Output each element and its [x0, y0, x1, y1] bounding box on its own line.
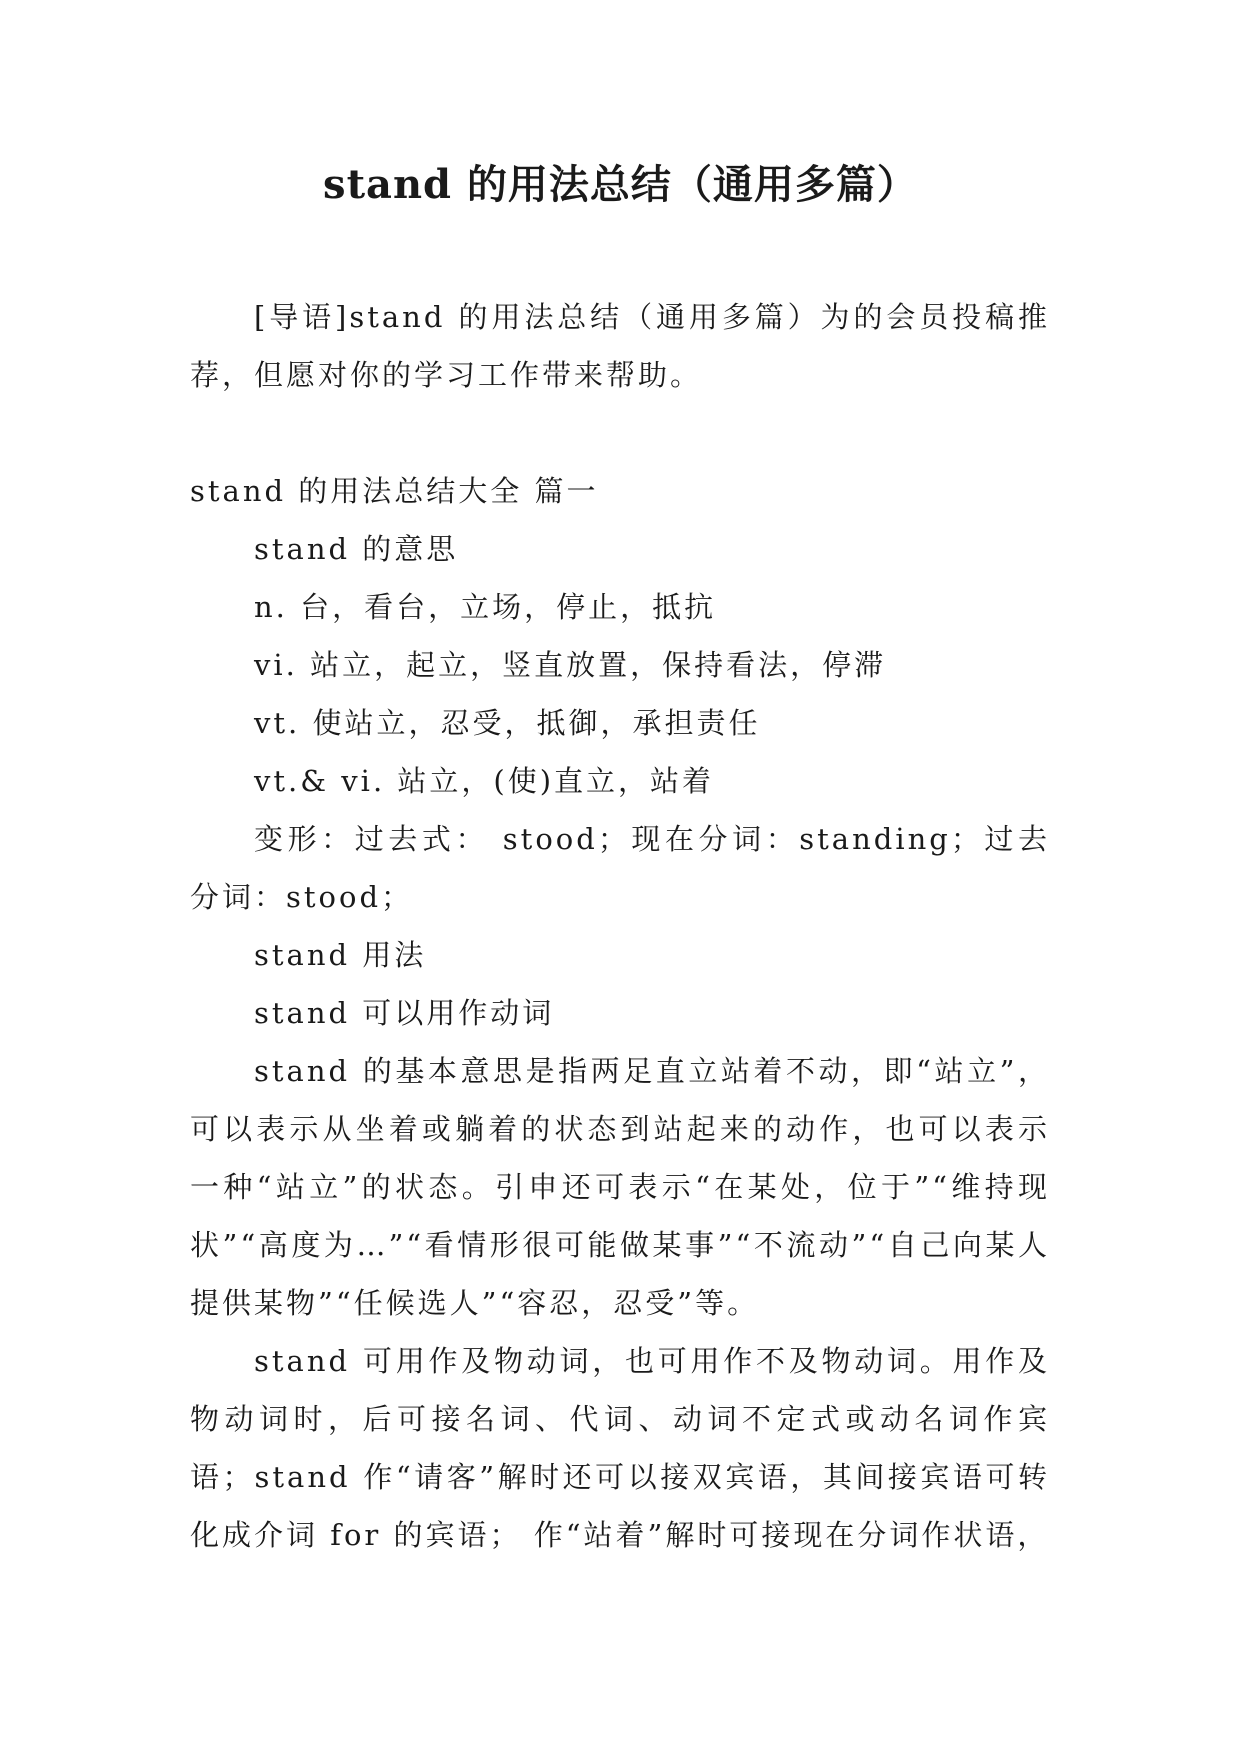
- paragraph: stand 的基本意思是指两足直立站着不动，即“站立”，可以表示从坐着或躺着的状态到站起来的动作，也可以表示一种“站立”的状态。引申还可表示“在某处，位于”“维持现状”“高度为…”“看情形很可能做某事”“不流动”“自己向某人提供某物”“任候选人”“容忍，忍受”等。: [190, 1054, 1050, 1320]
- paragraph: n. 台，看台，立场，停止，抵抗: [254, 590, 717, 624]
- paragraph: stand 用法: [254, 938, 427, 972]
- document-title: stand 的用法总结（通用多篇）: [323, 161, 918, 208]
- paragraph: stand 可用作及物动词，也可用作不及物动词。用作及物动词时，后可接名词、代词、动词不定式或动名词作宾语；stand 作“请客”解时还可以接双宾语，其间接宾语可转化成介词 for 的宾语； 作“站着”解时可接现在分词作状语，: [190, 1344, 1050, 1552]
- document-body: [190, 288, 1050, 1564]
- paragraph: vt. 使站立，忍受，抵御，承担责任: [254, 706, 761, 740]
- spacer: [190, 404, 1050, 462]
- section-heading: stand 的用法总结大全 篇一: [190, 474, 599, 508]
- paragraph: 变形：过去式： stood；现在分词：standing；过去分词：stood；: [190, 822, 1050, 914]
- paragraph: stand 的意思: [254, 532, 459, 566]
- paragraph: stand 可以用作动词: [254, 996, 555, 1030]
- paragraph: vi. 站立，起立，竖直放置，保持看法，停滞: [254, 648, 887, 682]
- intro-paragraph: [导语]stand 的用法总结（通用多篇）为的会员投稿推荐，但愿对你的学习工作带来帮助。: [190, 300, 1050, 392]
- paragraph: vt.& vi. 站立，(使)直立，站着: [254, 764, 715, 798]
